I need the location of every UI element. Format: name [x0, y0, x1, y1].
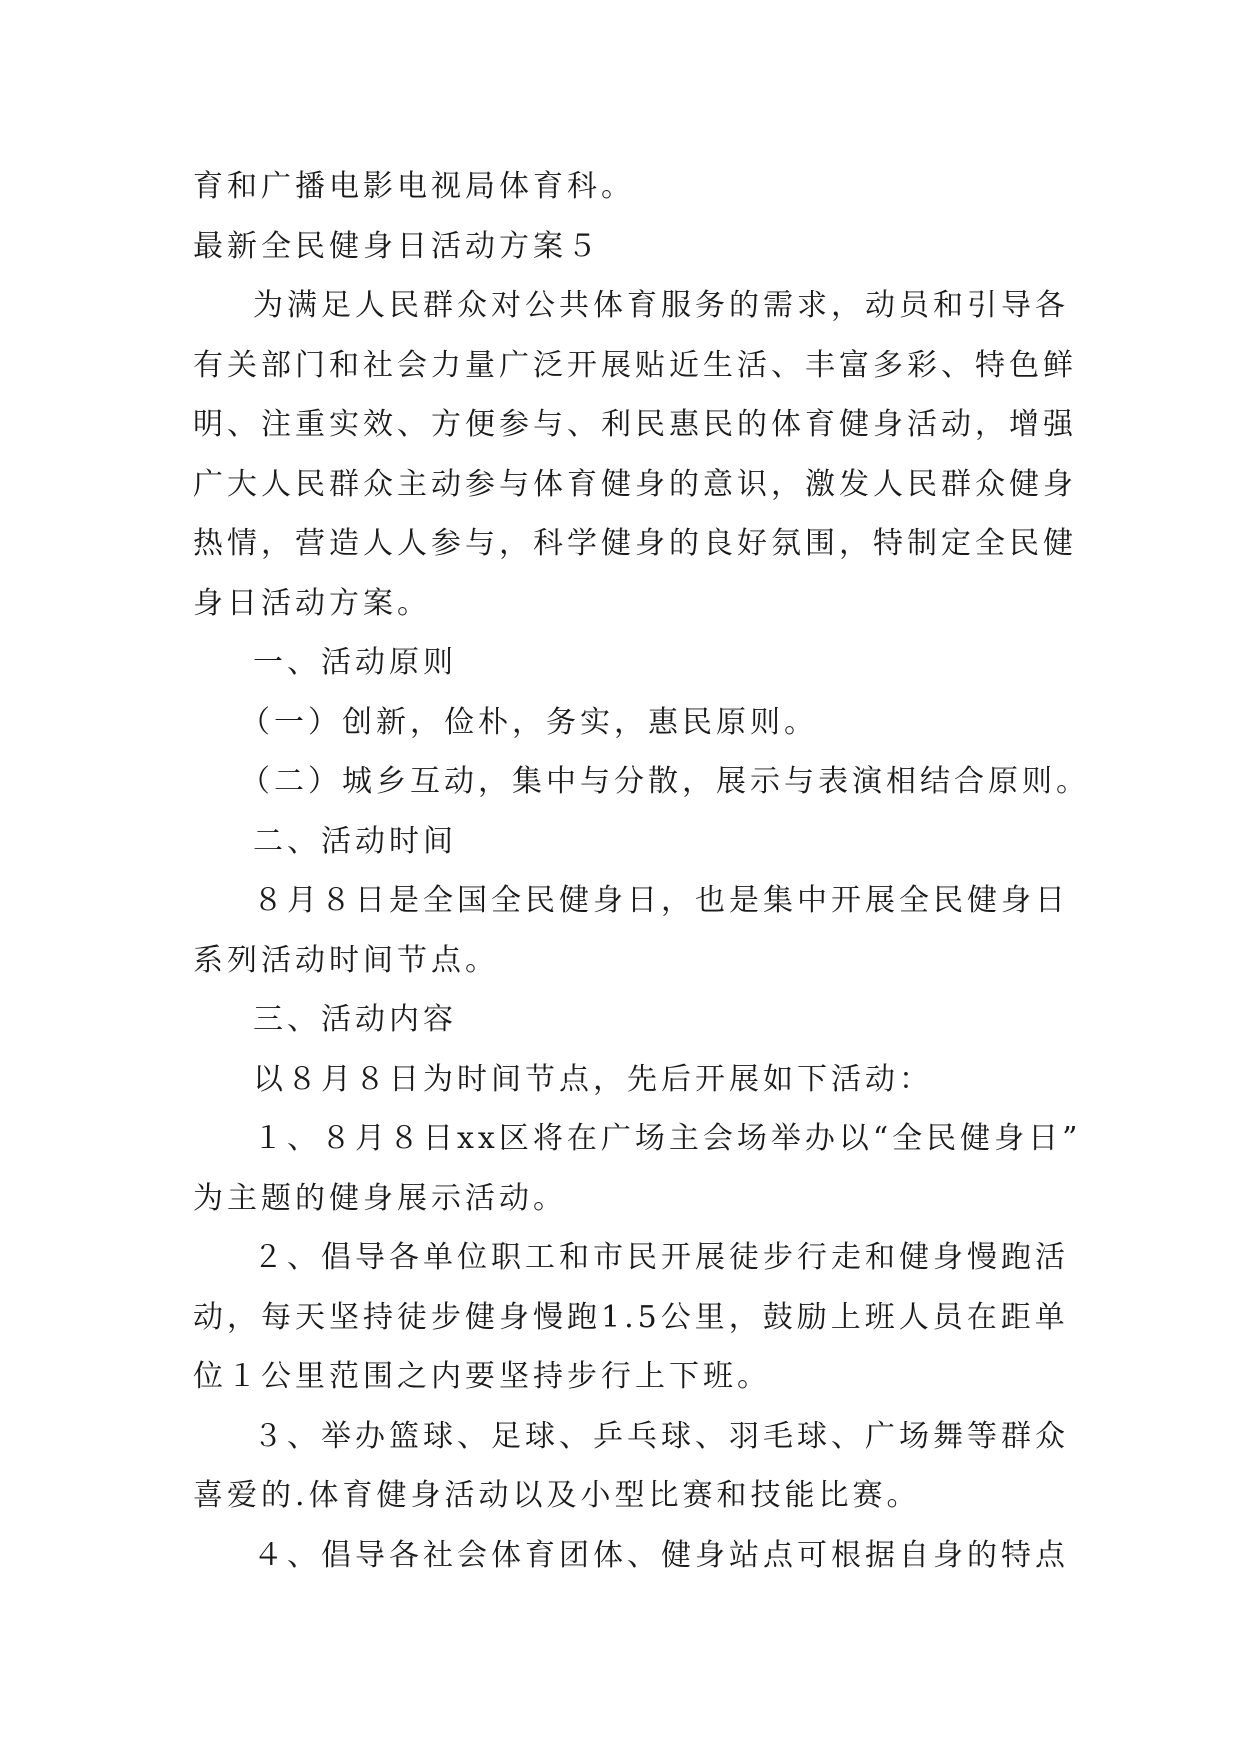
activity-line: １、８月８日xx区将在广场主会场举办以“全民健身日”	[253, 1121, 1082, 1156]
activity-item-2	[193, 1228, 1069, 1407]
time-line: 系列活动时间节点。	[193, 942, 499, 978]
continuation-line: 育和广播电影电视局体育科。	[193, 169, 635, 204]
activity-item-1	[193, 1109, 1082, 1228]
time-paragraph	[193, 871, 1069, 990]
intro-line: 明、注重实效、方便参与、利民惠民的体育健身活动，增强	[193, 407, 1077, 442]
activity-item-4	[193, 1526, 1069, 1586]
intro-line: 广大人民群众主动参与体育健身的意识，激发人民群众健身	[193, 466, 1077, 502]
intro-line: 热情，营造人人参与，科学健身的良好氛围，特制定全民健	[193, 526, 1077, 561]
intro-line: 有关部门和社会力量广泛开展贴近生活、丰富多彩、特色鲜	[193, 347, 1077, 383]
activity-line: 位１公里范围之内要坚持步行上下班。	[193, 1359, 771, 1394]
time-line: ８月８日是全国全民健身日，也是集中开展全民健身日	[253, 883, 1069, 918]
activity-line: 为主题的健身展示活动。	[193, 1180, 567, 1216]
heading-content: 三、活动内容	[253, 1002, 457, 1037]
activity-item-3	[193, 1407, 1069, 1526]
activity-line: 动，每天坚持徒步健身慢跑1.5公里，鼓励上班人员在距单	[193, 1299, 1069, 1335]
intro-line: 身日活动方案。	[193, 585, 431, 621]
content-intro: 以８月８日为时间节点，先后开展如下活动：	[253, 1061, 933, 1097]
heading-principles: 一、活动原则	[253, 645, 457, 680]
intro-paragraph	[193, 276, 1077, 633]
activity-line: ３、举办篮球、足球、乒乓球、羽毛球、广场舞等群众	[253, 1418, 1069, 1454]
activity-line: ４、倡导各社会体育团体、健身站点可根据自身的特点	[253, 1537, 1069, 1573]
document-body	[193, 157, 1090, 1585]
intro-line: 为满足人民群众对公共体育服务的需求，动员和引导各	[253, 288, 1069, 323]
principle-item: （二）城乡互动，集中与分散，展示与表演相结合原则。	[240, 764, 1090, 799]
heading-time: 二、活动时间	[253, 823, 457, 859]
activity-line: 喜爱的.体育健身活动以及小型比赛和技能比赛。	[193, 1478, 921, 1513]
principle-item: （一）创新，俭朴，务实，惠民原则。	[240, 704, 818, 740]
activity-line: ２、倡导各单位职工和市民开展徒步行走和健身慢跑活	[253, 1240, 1069, 1275]
section-title: 最新全民健身日活动方案５	[193, 228, 601, 264]
